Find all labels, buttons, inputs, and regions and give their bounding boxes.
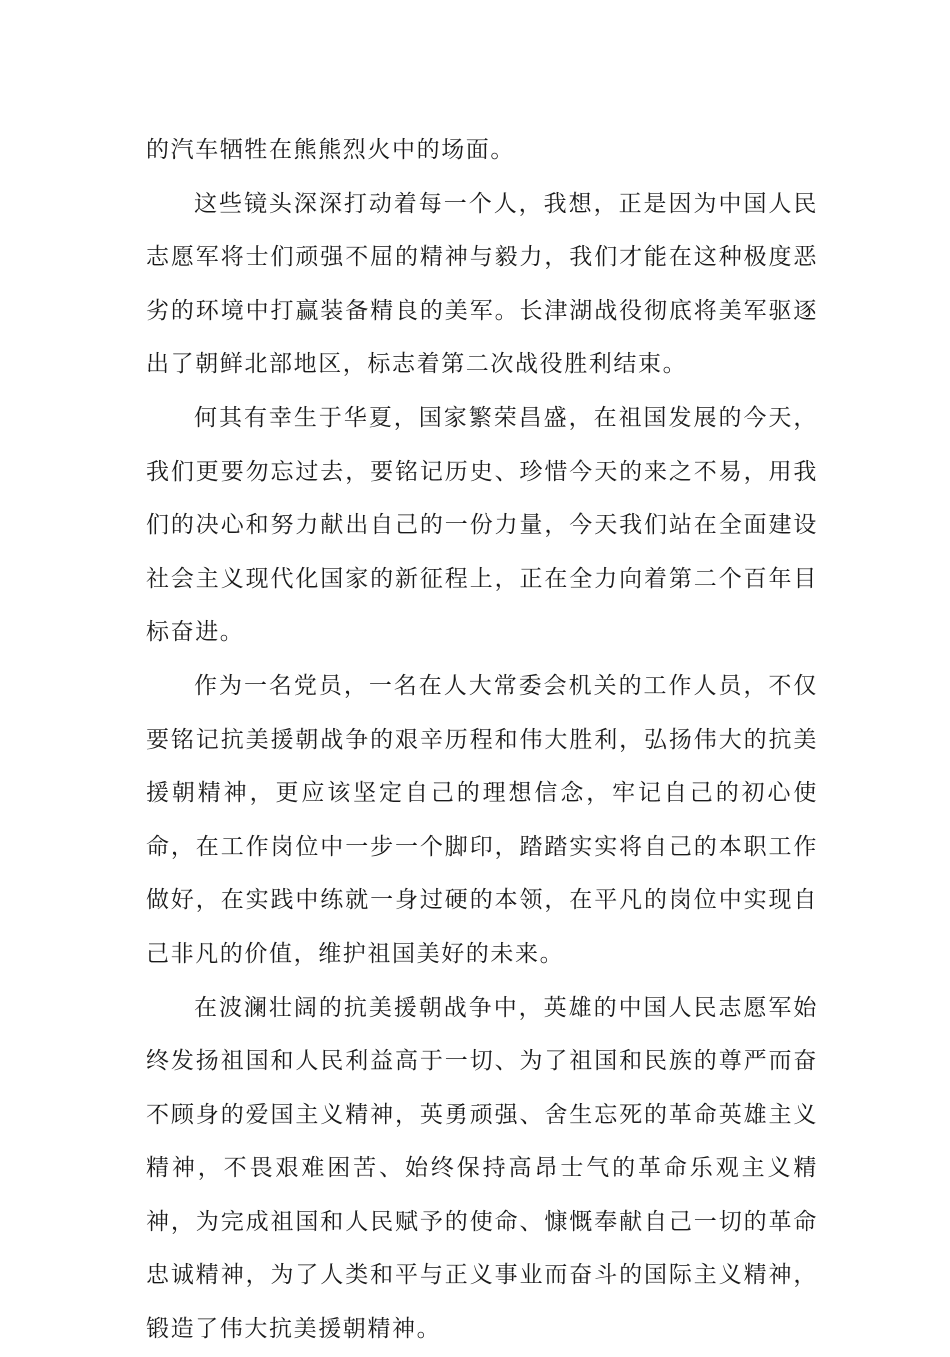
paragraph-1: 的汽车牺牲在熊熊烈火中的场面。 bbox=[146, 137, 515, 163]
paragraph-4: 作为一名党员，一名在人大常委会机关的工作人员，不仅要铭记抗美援朝战争的艰辛历程和伟大胜利，弘扬伟大的抗美援朝精神，更应该坚定自己的理想信念，牢记自己的初心使命，在工作岗位中一步一个脚印，踏踏实实将自己的本职工作做好，在实践中练就一身过硬的本领，在平凡的岗位中实现自己非凡的价值，维护祖国美好的未来。 bbox=[146, 672, 818, 967]
paragraph-3: 何其有幸生于华夏，国家繁荣昌盛，在祖国发展的今天，我们更要勿忘过去，要铭记历史、珍惜今天的来之不易，用我们的决心和努力献出自己的一份力量，今天我们站在全面建设社会主义现代化国家的新征程上，正在全力向着第二个百年目标奋进。 bbox=[146, 404, 818, 646]
paragraph-2: 这些镜头深深打动着每一个人，我想，正是因为中国人民志愿军将士们顽强不屈的精神与毅力，我们才能在这种极度恶劣的环境中打赢装备精良的美军。长津湖战役彻底将美军驱逐出了朝鲜北部地区，标志着第二次战役胜利结束。 bbox=[146, 190, 818, 378]
document-body bbox=[146, 124, 818, 1357]
paragraph-5: 在波澜壮阔的抗美援朝战争中，英雄的中国人民志愿军始终发扬祖国和人民利益高于一切、为了祖国和民族的尊严而奋不顾身的爱国主义精神，英勇顽强、舍生忘死的革命英雄主义精神，不畏艰难困苦、始终保持高昂士气的革命乐观主义精神，为完成祖国和人民赋予的使命、慷慨奉献自己一切的革命忠诚精神，为了人类和平与正义事业而奋斗的国际主义精神，锻造了伟大抗美援朝精神。 bbox=[146, 994, 818, 1343]
